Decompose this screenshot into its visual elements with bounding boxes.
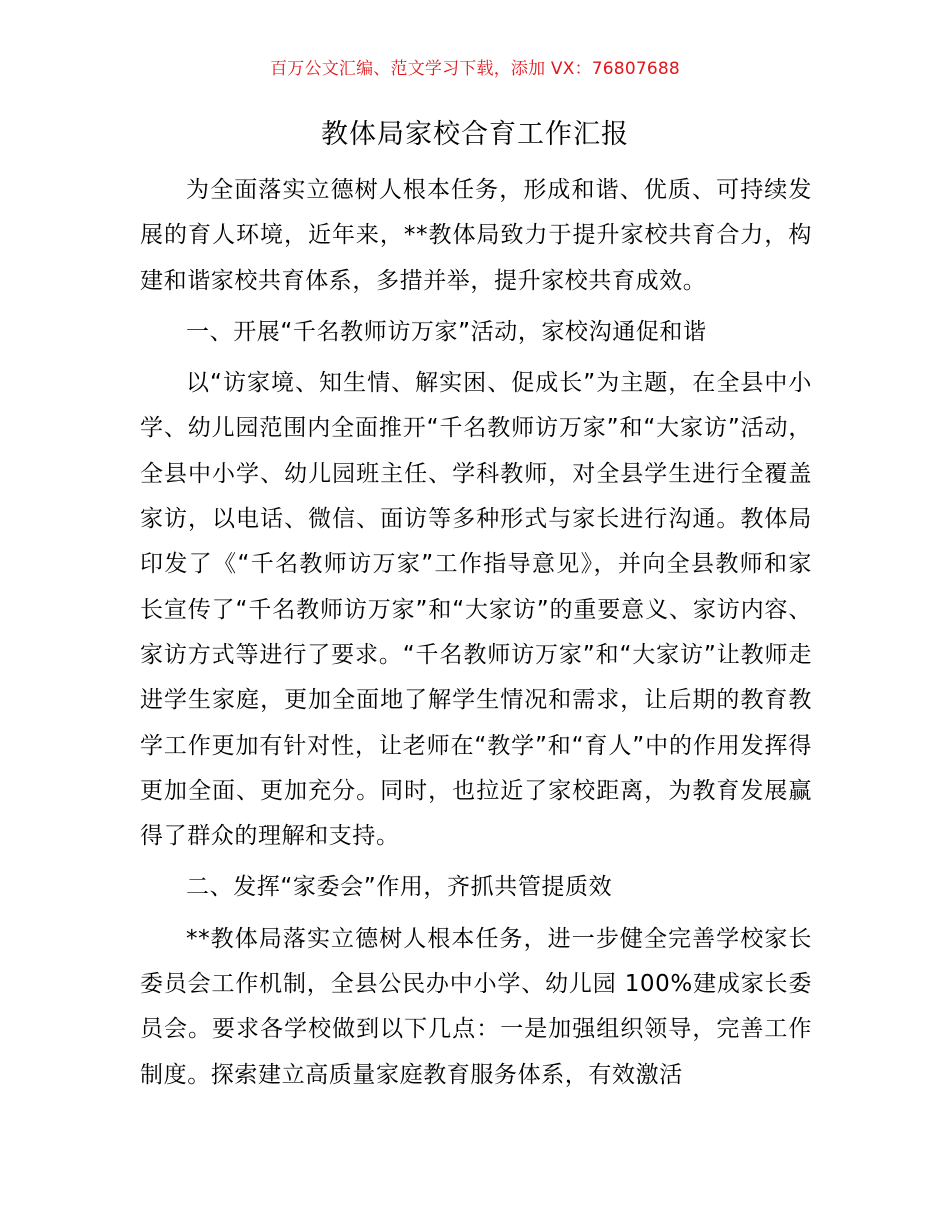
section-2-paragraph: **教体局落实立德树人根本任务，进一步健全完善学校家长委员会工作机制，全县公民办中小学、幼儿园 100%建成家长委员会。要求各学校做到以下几点：一是加强组织领导，完善工作制度。探索建立高质量家庭教育服务体系，有效激活 bbox=[140, 925, 812, 1088]
watermark-header: 百万公文汇编、范文学习下载，添加 VX：76807688 bbox=[270, 59, 680, 79]
document-title: 教体局家校合育工作汇报 bbox=[321, 119, 629, 150]
section-2-heading: 二、发挥“家委会”作用，齐抓共管提质效 bbox=[186, 874, 613, 901]
section-1-heading: 一、开展“千名教师访万家”活动，家校沟通促和谐 bbox=[186, 318, 707, 345]
intro-paragraph: 为全面落实立德树人根本任务，形成和谐、优质、可持续发展的育人环境，近年来，**教体局致力于提升家校共育合力，构建和谐家校共育体系，多措并举，提升家校共育成效。 bbox=[140, 177, 812, 294]
section-1-paragraph: 以“访家境、知生情、解实困、促成长”为主题，在全县中小学、幼儿园范围内全面推开“千名教师访万家”和“大家访”活动，全县中小学、幼儿园班主任、学科教师，对全县学生进行全覆盖家访，以电话、微信、面访等多种形式与家长进行沟通。教体局印发了《“千名教师访万家”工作指导意见》，并向全县教师和家长宣传了“千名教师访万家”和“大家访”的重要意义、家访内容、家访方式等进行了要求。“千名教师访万家”和“大家访”让教师走进学生家庭，更加全面地了解学生情况和需求，让后期的教育教学工作更加有针对性，让老师在“教学”和“育人”中的作用发挥得更加全面、更加充分。同时，也拉近了家校距离，为教育发展赢得了群众的理解和支持。 bbox=[140, 370, 812, 850]
document-body bbox=[140, 168, 812, 1098]
